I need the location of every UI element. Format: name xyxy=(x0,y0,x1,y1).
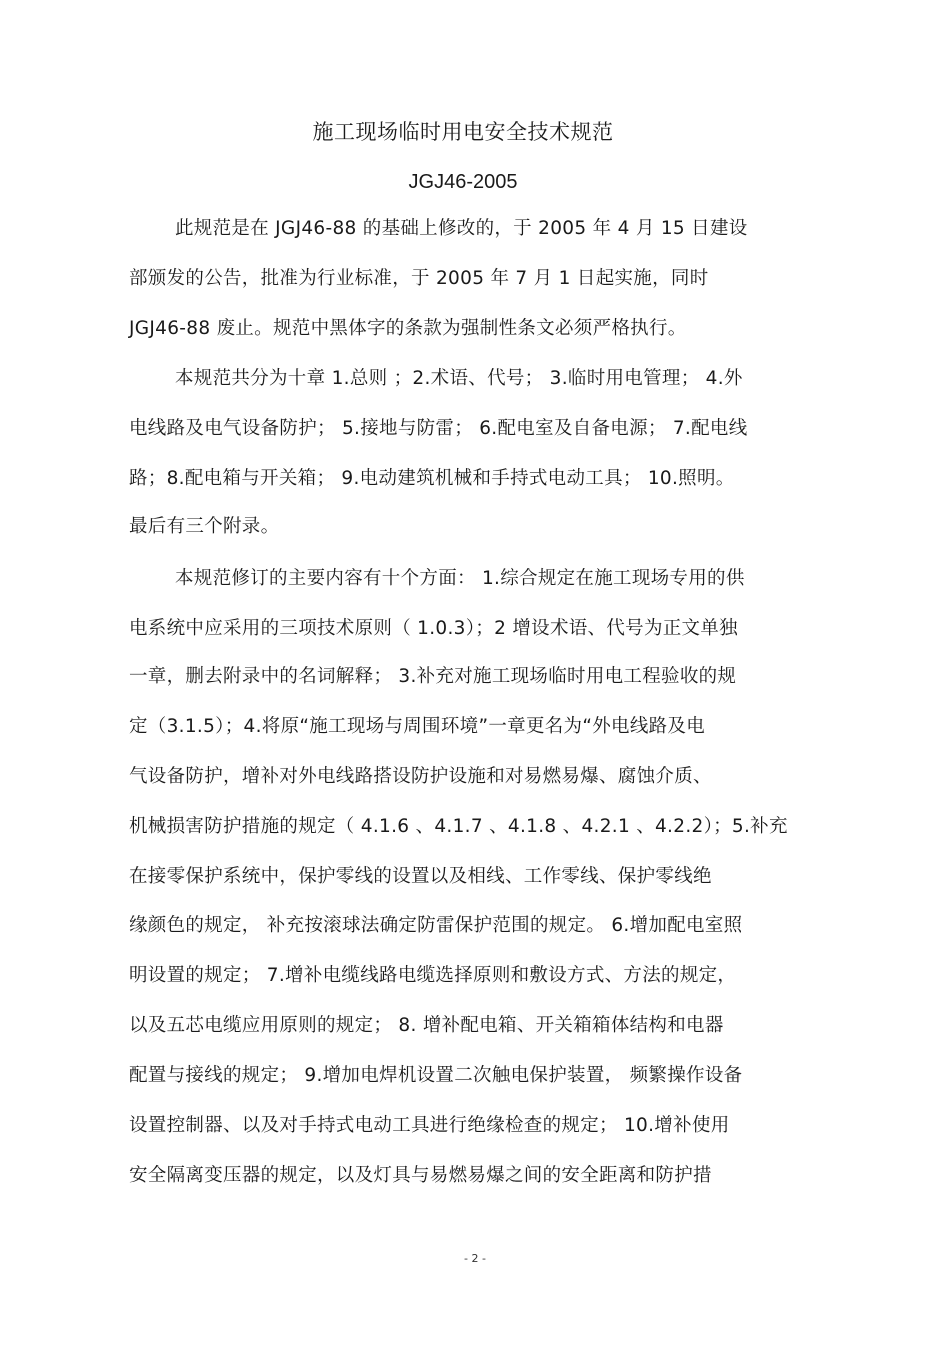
body-line: 机械损害防护措施的规定（ 4.1.6 、4.1.7 、4.1.8 、4.2.1 、4.2.2）；5.补充 xyxy=(129,816,788,837)
body-line: JGJ46-88 废止。规范中黑体字的条款为强制性条文必须严格执行。 xyxy=(129,318,687,339)
body-line: 本规范共分为十章 1.总则 ；2.术语、代号； 3.临时用电管理； 4.外 xyxy=(175,368,743,389)
body-line: 以及五芯电缆应用原则的规定； 8. 增补配电箱、开关箱箱体结构和电器 xyxy=(129,1015,724,1036)
document-title: 施工现场临时用电安全技术规范 xyxy=(312,120,614,144)
page-number: - 2 - xyxy=(464,1252,486,1265)
body-line: 设置控制器、以及对手持式电动工具进行绝缘检查的规定； 10.增补使用 xyxy=(129,1115,730,1136)
body-line: 一章，删去附录中的名词解释； 3.补充对施工现场临时用电工程验收的规 xyxy=(129,666,737,687)
body-line: 电系统中应采用的三项技术原则（ 1.0.3）；2 增设术语、代号为正文单独 xyxy=(129,618,738,639)
body-line: 气设备防护，增补对外电线路搭设防护设施和对易燃易爆、腐蚀介质、 xyxy=(129,766,712,787)
body-line: 电线路及电气设备防护； 5.接地与防雷； 6.配电室及自备电源； 7.配电线 xyxy=(129,418,748,439)
body-line: 明设置的规定； 7.增补电缆线路电缆选择原则和敷设方式、方法的规定， xyxy=(129,965,737,986)
body-line: 部颁发的公告，批准为行业标准，于 2005 年 7 月 1 日起实施，同时 xyxy=(129,268,709,289)
body-line: 路；8.配电箱与开关箱； 9.电动建筑机械和手持式电动工具； 10.照明。 xyxy=(129,468,735,489)
body-line: 在接零保护系统中，保护零线的设置以及相线、工作零线、保护零线绝 xyxy=(129,866,712,887)
body-line: 配置与接线的规定； 9.增加电焊机设置二次触电保护装置， 频繁操作设备 xyxy=(129,1065,743,1086)
body-line: 安全隔离变压器的规定，以及灯具与易燃易爆之间的安全距离和防护措 xyxy=(129,1165,712,1186)
body-line: 定（3.1.5）；4.将原“施工现场与周围环境”一章更名为“外电线路及电 xyxy=(129,716,706,737)
standard-code: JGJ46-2005 xyxy=(408,171,518,193)
body-line: 此规范是在 JGJ46-88 的基础上修改的，于 2005 年 4 月 15 日建设 xyxy=(175,218,748,239)
body-line: 本规范修订的主要内容有十个方面： 1.综合规定在施工现场专用的供 xyxy=(175,568,745,589)
body-line: 缘颜色的规定， 补充按滚球法确定防雷保护范围的规定。 6.增加配电室照 xyxy=(129,915,743,936)
body-line: 最后有三个附录。 xyxy=(129,516,280,537)
